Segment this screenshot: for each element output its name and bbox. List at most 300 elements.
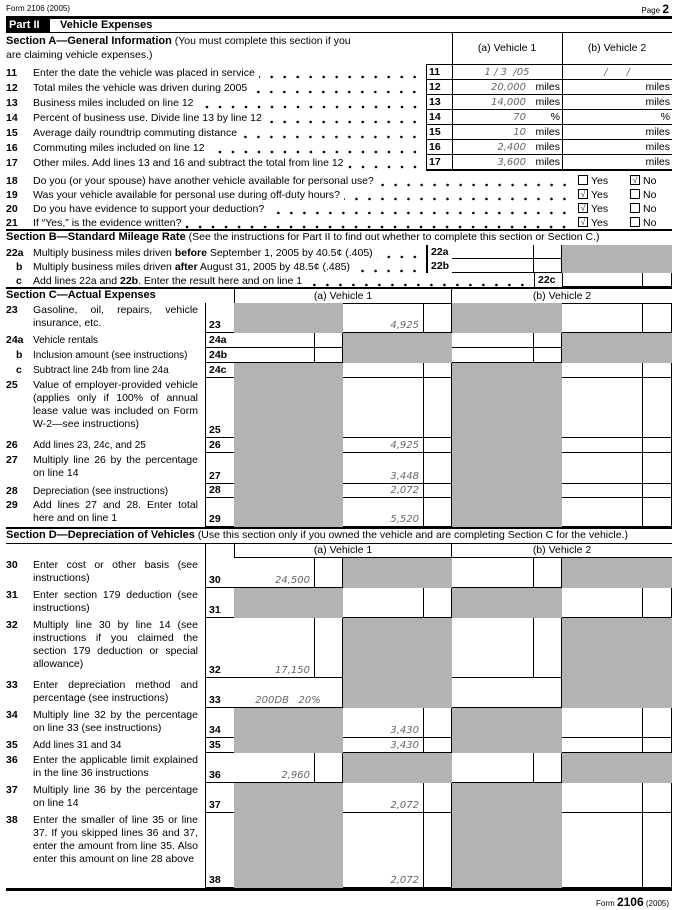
- cents-field[interactable]: [643, 484, 672, 498]
- amount-field[interactable]: [452, 753, 534, 783]
- line-number: 38: [6, 814, 18, 826]
- cents-field[interactable]: [424, 363, 452, 378]
- amount-field[interactable]: [562, 783, 643, 813]
- shaded-area: [452, 783, 562, 813]
- cents-field[interactable]: [315, 558, 343, 588]
- box-number: 27: [205, 453, 234, 484]
- line-label: Enter the applicable limit explained in the line 36 instructions: [33, 754, 198, 779]
- amount-field[interactable]: 3,448: [343, 453, 424, 484]
- cents-field[interactable]: [424, 303, 452, 333]
- cents-field[interactable]: [643, 783, 672, 813]
- line-label: Multiply line 26 by the percentage on line 14: [33, 454, 198, 479]
- line-label: Depreciation (see instructions): [33, 486, 169, 497]
- question-label: [33, 201, 571, 215]
- question-text: Was your vehicle available for personal use during off-duty hours?: [33, 189, 341, 201]
- cents-field[interactable]: [534, 558, 562, 588]
- shaded-area: [452, 484, 562, 498]
- shaded-area: [234, 588, 343, 618]
- amount-field[interactable]: [452, 348, 534, 363]
- amount-field[interactable]: [562, 588, 643, 618]
- box-number: 29: [205, 498, 234, 527]
- shaded-area: [452, 498, 562, 527]
- line-label: Inclusion amount (see instructions): [33, 350, 188, 361]
- column-header-vehicle-1: (a) Vehicle 1: [477, 42, 537, 54]
- yes-label: Yes: [591, 175, 609, 187]
- cents-field[interactable]: [424, 813, 452, 888]
- column-header-vehicle-1: (a) Vehicle 1: [234, 543, 452, 558]
- line-label: [33, 79, 421, 94]
- shaded-area: [234, 783, 343, 813]
- amount-field[interactable]: 2,072: [343, 813, 424, 888]
- amount-field[interactable]: [452, 259, 534, 273]
- vehicle-2-unit: miles: [645, 96, 670, 108]
- no-checkbox[interactable]: [630, 189, 640, 199]
- column-header-vehicle-2: (b) Vehicle 2: [452, 543, 672, 558]
- amount-field[interactable]: 3,430: [343, 708, 424, 738]
- shaded-area: [562, 348, 672, 363]
- cents-field[interactable]: [643, 813, 672, 888]
- amount-field[interactable]: [562, 738, 643, 753]
- cents-field[interactable]: [424, 738, 452, 753]
- shaded-area: [234, 484, 343, 498]
- column-header-vehicle-2: (b) Vehicle 2: [587, 42, 647, 54]
- line-number: b: [16, 349, 23, 361]
- amount-field[interactable]: [562, 813, 643, 888]
- cents-field[interactable]: [643, 378, 672, 438]
- shaded-area: [343, 753, 452, 783]
- amount-field[interactable]: [452, 558, 534, 588]
- line-label: Vehicle rentals: [33, 335, 99, 346]
- vehicle-1-unit: miles: [535, 156, 560, 168]
- line-number: 25: [6, 379, 18, 391]
- method-field[interactable]: [452, 678, 562, 708]
- cents-field[interactable]: [315, 753, 343, 783]
- box-number: 17: [429, 156, 441, 168]
- line-text-bold: after: [174, 261, 198, 273]
- shaded-area: [452, 588, 562, 618]
- cents-field[interactable]: [534, 259, 562, 273]
- line-number: 30: [6, 559, 18, 571]
- question-number: 19: [6, 189, 18, 201]
- line-label: [33, 109, 421, 124]
- vehicle-2-unit: miles: [645, 156, 670, 168]
- footer-form-number: 2106: [616, 895, 644, 909]
- line-number: 22a: [6, 247, 24, 259]
- section-d-title: [6, 529, 672, 543]
- line-text: [33, 275, 302, 287]
- amount-field[interactable]: 4,925: [343, 303, 424, 333]
- line-number: 31: [6, 589, 18, 601]
- line-number: 36: [6, 754, 18, 766]
- vehicle-2-value[interactable]: [562, 109, 632, 124]
- footer-year: (2005): [645, 899, 669, 908]
- box-number: 38: [205, 813, 234, 888]
- cents-field[interactable]: [643, 273, 672, 287]
- section-d-note: (Use this section only if you owned the vehicle and are completing Section C for the vehicle.): [197, 529, 628, 541]
- vehicle-2-unit: %: [660, 111, 670, 123]
- section-a-title: [6, 34, 424, 64]
- amount-field[interactable]: [562, 498, 643, 527]
- box-number: 15: [429, 126, 441, 138]
- line-label: Multiply line 36 by the percentage on line 14: [33, 784, 198, 809]
- page-label: Page: [641, 6, 661, 15]
- yes-label: Yes: [591, 203, 609, 215]
- amount-field[interactable]: 3,430: [343, 738, 424, 753]
- amount-field[interactable]: 2,072: [343, 484, 424, 498]
- amount-field[interactable]: [343, 363, 424, 378]
- rule: [205, 543, 206, 558]
- page-number: 2: [662, 2, 669, 16]
- cents-field[interactable]: [424, 438, 452, 453]
- line-label: Multiply line 32 by the percentage on line 33 (see instructions): [33, 709, 198, 734]
- vehicle-2-value[interactable]: / /: [604, 67, 630, 78]
- rule: [426, 169, 672, 171]
- vehicle-2-value[interactable]: [562, 94, 632, 109]
- line-label: Enter the smaller of line 35 or line 37. If you skipped lines 36 and 37, enter the amount from line 35. Also enter this amount on line 28 above: [33, 814, 198, 865]
- amount-field[interactable]: [562, 438, 643, 453]
- cents-field[interactable]: [643, 303, 672, 333]
- yes-checkbox[interactable]: √: [578, 217, 588, 227]
- line-label: [33, 64, 421, 79]
- section-b-heading: Section B—Standard Mileage Rate: [6, 231, 186, 243]
- shaded-area: [234, 498, 343, 527]
- line-label: [33, 154, 421, 169]
- footer: [6, 895, 669, 909]
- line-number: 33: [6, 679, 18, 691]
- section-c-title: [6, 289, 206, 303]
- line-label: Add lines 23, 24c, and 25: [33, 440, 146, 451]
- line-number: 28: [6, 485, 18, 497]
- question-label: [33, 187, 571, 201]
- shaded-area: [343, 333, 452, 348]
- vehicle-1-unit: miles: [535, 126, 560, 138]
- box-number: 23: [205, 303, 234, 333]
- vehicle-2-unit: miles: [645, 126, 670, 138]
- shaded-area: [452, 738, 562, 753]
- amount-field[interactable]: [234, 348, 315, 363]
- box-number: 34: [205, 708, 234, 738]
- shaded-area: [343, 348, 452, 363]
- vehicle-1-value[interactable]: 10: [513, 127, 526, 138]
- question-number: 20: [6, 203, 18, 215]
- line-label: [33, 259, 421, 273]
- cents-field[interactable]: [534, 245, 562, 259]
- vehicle-2-value[interactable]: [562, 154, 632, 169]
- vehicle-2-value[interactable]: [562, 79, 632, 94]
- cents-field[interactable]: [643, 363, 672, 378]
- shaded-area: [343, 618, 452, 678]
- cents-field[interactable]: [424, 453, 452, 484]
- vehicle-1-unit: miles: [535, 96, 560, 108]
- cents-field[interactable]: [534, 618, 562, 678]
- line-label: Add lines 31 and 34: [33, 740, 122, 751]
- cents-field[interactable]: [315, 348, 343, 363]
- line-number: 15: [6, 127, 18, 139]
- line-number: 23: [6, 304, 18, 316]
- line-text: Percent of business use. Divide line 13 by line 12: [33, 112, 262, 124]
- line-text: [33, 247, 373, 259]
- no-checkbox[interactable]: [630, 203, 640, 213]
- line-text-part: Multiply business miles driven: [33, 247, 175, 259]
- line-text-bold: 22b: [119, 275, 139, 287]
- shaded-area: [343, 558, 452, 588]
- line-text: [33, 261, 350, 273]
- shaded-area: [234, 813, 343, 888]
- cents-field[interactable]: [424, 378, 452, 438]
- question-label: [33, 215, 571, 229]
- vehicle-1-value[interactable]: 14,000: [491, 97, 526, 108]
- no-checkbox[interactable]: √: [630, 175, 640, 185]
- box-number: 13: [429, 96, 441, 108]
- section-b-title: [6, 231, 672, 245]
- vehicle-2-value[interactable]: [562, 139, 632, 154]
- line-number: 11: [6, 67, 18, 79]
- amount-field[interactable]: 17,150: [234, 618, 315, 678]
- no-label: No: [643, 203, 657, 215]
- line-number: 24a: [6, 334, 24, 346]
- vehicle-2-value[interactable]: [562, 124, 632, 139]
- cents-field[interactable]: [424, 708, 452, 738]
- method-field[interactable]: 200DB 20%: [234, 678, 343, 708]
- box-number: 30: [205, 558, 234, 588]
- column-header-vehicle-1: (a) Vehicle 1: [234, 289, 452, 303]
- no-checkbox[interactable]: [630, 217, 640, 227]
- cents-field[interactable]: [643, 453, 672, 484]
- shaded-area: [234, 303, 343, 333]
- line-label: Value of employer-provided vehicle (applies only if 100% of annual lease value was included on Form W-2—see instructions): [33, 379, 198, 430]
- amount-field[interactable]: 5,520: [343, 498, 424, 527]
- line-number: 37: [6, 784, 18, 796]
- line-text-part: . Enter the result here and on line 1: [138, 275, 303, 287]
- vehicle-1-unit: miles: [535, 81, 560, 93]
- line-text-part: August 31, 2005 by 48.5¢ (.485): [197, 261, 350, 273]
- line-number: 17: [6, 157, 18, 169]
- line-number: 35: [6, 739, 18, 751]
- vehicle-2-unit: miles: [645, 141, 670, 153]
- box-number: 22a: [426, 245, 452, 259]
- shaded-area: [234, 453, 343, 484]
- cents-field[interactable]: [643, 708, 672, 738]
- cents-field[interactable]: [424, 484, 452, 498]
- cents-field[interactable]: [643, 438, 672, 453]
- box-number: 33: [205, 678, 234, 708]
- line-text: Enter the date the vehicle was placed in service: [33, 67, 255, 79]
- shaded-area: [562, 753, 672, 783]
- amount-field[interactable]: 2,072: [343, 783, 424, 813]
- cents-field[interactable]: [534, 753, 562, 783]
- shaded-area: [343, 678, 452, 708]
- line-text: Average daily roundtrip commuting distance: [33, 127, 238, 139]
- shaded-area: [562, 678, 672, 708]
- shaded-area: [562, 333, 672, 348]
- amount-field[interactable]: 4,925: [343, 438, 424, 453]
- no-label: No: [643, 217, 657, 229]
- cents-field[interactable]: [315, 618, 343, 678]
- cents-field[interactable]: [534, 348, 562, 363]
- vehicle-1-value[interactable]: 1 / 3 /05: [484, 67, 530, 78]
- cents-field[interactable]: [315, 333, 343, 348]
- line-label: [33, 124, 421, 139]
- shaded-area: [234, 708, 343, 738]
- box-number: 12: [429, 81, 441, 93]
- amount-field[interactable]: [562, 708, 643, 738]
- line-number: 16: [6, 142, 18, 154]
- line-number: c: [16, 364, 22, 376]
- cents-field[interactable]: [424, 783, 452, 813]
- amount-field[interactable]: [452, 333, 534, 348]
- cents-field[interactable]: [643, 738, 672, 753]
- cents-field[interactable]: [424, 498, 452, 527]
- line-label: Enter section 179 deduction (see instructions): [33, 589, 198, 614]
- shaded-area: [452, 453, 562, 484]
- question-text: Do you have evidence to support your deduction?: [33, 203, 265, 215]
- amount-field[interactable]: 24,500: [234, 558, 315, 588]
- amount-field[interactable]: [452, 245, 534, 259]
- line-number: 14: [6, 112, 18, 124]
- line-number: 32: [6, 619, 18, 631]
- line-label: [33, 94, 421, 109]
- no-label: No: [643, 175, 657, 187]
- amount-field[interactable]: [452, 618, 534, 678]
- shaded-area: [452, 438, 562, 453]
- vehicle-1-value[interactable]: 70: [513, 112, 526, 123]
- line-number: 12: [6, 82, 18, 94]
- box-number: 35: [205, 738, 234, 753]
- section-d-heading: Section D—Depreciation of Vehicles: [6, 529, 195, 541]
- line-text-part: September 1, 2005 by 40.5¢ (.405): [206, 247, 373, 259]
- no-label: No: [643, 189, 657, 201]
- line-text-part: Multiply business miles driven: [33, 261, 175, 273]
- shaded-area: [452, 708, 562, 738]
- line-label: Gasoline, oil, repairs, vehicle insurance, etc.: [33, 304, 198, 329]
- cents-field[interactable]: [643, 498, 672, 527]
- line-number: 13: [6, 97, 18, 109]
- amount-field[interactable]: [562, 484, 643, 498]
- line-label: [33, 273, 529, 287]
- shaded-area: [234, 363, 343, 378]
- vehicle-1-unit: miles: [535, 141, 560, 153]
- vehicle-1-value[interactable]: 20,000: [491, 82, 526, 93]
- amount-field[interactable]: [343, 588, 424, 618]
- yes-checkbox[interactable]: [578, 175, 588, 185]
- line-text: Business miles included on line 12: [33, 97, 194, 109]
- yes-checkbox[interactable]: √: [578, 189, 588, 199]
- line-number: 29: [6, 499, 18, 511]
- shaded-area: [452, 813, 562, 888]
- section-b-note: (See the instructions for Part II to find out whether to complete this section or Section C.): [188, 231, 600, 243]
- cents-field[interactable]: [643, 588, 672, 618]
- amount-field[interactable]: [343, 378, 424, 438]
- shaded-area: [562, 618, 672, 678]
- line-label: Add lines 27 and 28. Enter total here and on line 1: [33, 499, 198, 524]
- line-number: 27: [6, 454, 18, 466]
- cents-field[interactable]: [424, 588, 452, 618]
- question-number: 21: [6, 217, 18, 229]
- shaded-area: [234, 438, 343, 453]
- line-label: Enter cost or other basis (see instructions): [33, 559, 198, 584]
- footer-form-label: Form: [596, 899, 615, 908]
- line-label: Enter depreciation method and percentage (see instructions): [33, 679, 198, 704]
- box-number: 24c: [205, 363, 234, 378]
- amount-field[interactable]: [562, 378, 643, 438]
- question-number: 18: [6, 175, 18, 187]
- shaded-area: [234, 378, 343, 438]
- box-number: 24b: [205, 348, 234, 363]
- line-text: Other miles. Add lines 13 and 16 and subtract the total from line 12: [33, 157, 344, 169]
- part-label: Part II: [6, 19, 50, 32]
- amount-field[interactable]: [234, 333, 315, 348]
- page-indicator: [641, 2, 669, 16]
- part-title: Vehicle Expenses: [60, 19, 153, 31]
- question-text: Do you (or your spouse) have another vehicle available for personal use?: [33, 175, 374, 187]
- shaded-area: [562, 245, 672, 273]
- amount-field[interactable]: [562, 453, 643, 484]
- box-number: 25: [205, 378, 234, 438]
- box-number: 11: [429, 66, 441, 78]
- vehicle-1-unit: %: [550, 111, 560, 123]
- box-number: 31: [205, 588, 234, 618]
- line-label: Multiply line 30 by line 14 (see instructions if you claimed the section 179 deduction or special allowance): [33, 619, 198, 670]
- vehicle-2-unit: miles: [645, 81, 670, 93]
- line-label: [33, 139, 421, 154]
- section-a-heading: Section A—General Information: [6, 35, 172, 47]
- vehicle-1-value[interactable]: 2,400: [497, 142, 526, 153]
- amount-field[interactable]: [562, 303, 643, 333]
- amount-field[interactable]: [562, 273, 643, 287]
- box-number: 14: [429, 111, 441, 123]
- line-number: b: [16, 261, 23, 273]
- shaded-area: [452, 303, 562, 333]
- shaded-area: [452, 378, 562, 438]
- shaded-area: [562, 558, 672, 588]
- rule: [6, 888, 672, 891]
- box-number: 24a: [205, 333, 234, 348]
- column-header-vehicle-2: (b) Vehicle 2: [532, 290, 592, 302]
- form-label: Form 2106 (2005): [6, 4, 71, 13]
- line-text-part: Add lines 22a and: [33, 275, 120, 287]
- amount-field[interactable]: [562, 363, 643, 378]
- line-number: 26: [6, 439, 18, 451]
- yes-label: Yes: [591, 189, 609, 201]
- line-label: [33, 245, 421, 259]
- shaded-area: [452, 363, 562, 378]
- amount-field[interactable]: 2,960: [234, 753, 315, 783]
- shaded-area: [234, 738, 343, 753]
- line-label: Subtract line 24b from line 24a: [33, 365, 169, 376]
- section-a-note: are claiming vehicle expenses.): [6, 49, 153, 61]
- section-a-note: (You must complete this section if you: [174, 35, 351, 47]
- yes-label: Yes: [591, 217, 609, 229]
- line-number: c: [16, 275, 22, 287]
- box-number: 28: [205, 484, 234, 498]
- line-text: Commuting miles included on line 12: [33, 142, 205, 154]
- vehicle-1-value[interactable]: 3,600: [497, 157, 526, 168]
- box-number: 22b: [426, 259, 452, 273]
- line-text-bold: before: [174, 247, 207, 259]
- box-number: 22c: [534, 273, 562, 287]
- box-number: 37: [205, 783, 234, 813]
- question-label: [33, 173, 571, 187]
- line-text: Total miles the vehicle was driven during 2005: [33, 82, 248, 94]
- box-number: 26: [205, 438, 234, 453]
- section-c-heading: Section C—Actual Expenses: [6, 289, 156, 301]
- line-number: 34: [6, 709, 18, 721]
- dot-leader: [348, 163, 421, 169]
- box-number: 32: [205, 618, 234, 678]
- cents-field[interactable]: [534, 333, 562, 348]
- yes-checkbox[interactable]: √: [578, 203, 588, 213]
- box-number: 36: [205, 753, 234, 783]
